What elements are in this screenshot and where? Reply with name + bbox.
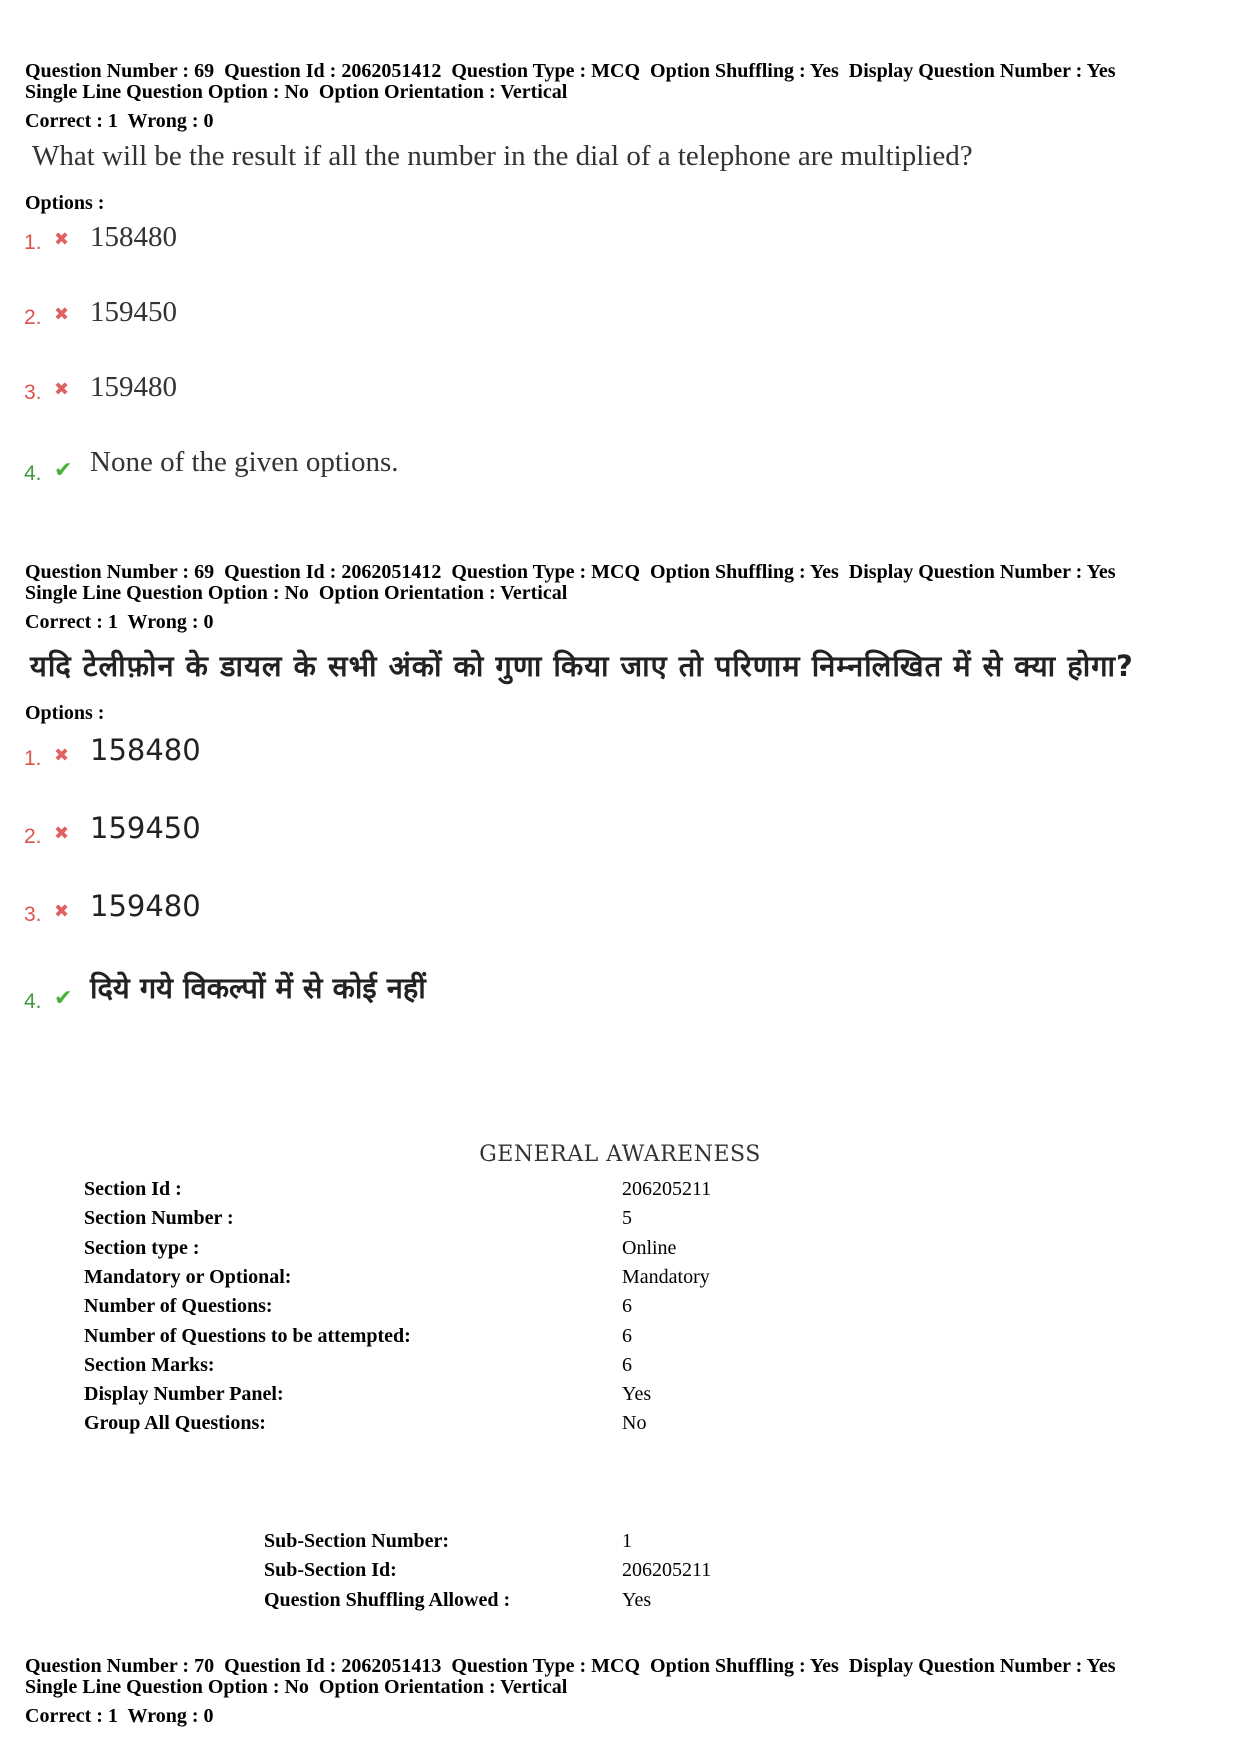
cross-icon: ✖ [54, 229, 70, 250]
option-text: None of the given options. [90, 446, 399, 478]
section-info-label: Display Number Panel: [84, 1383, 284, 1406]
option-text: 158480 [90, 733, 201, 767]
check-icon: ✔ [54, 458, 73, 483]
option-number: 4. [24, 462, 42, 485]
question-text: यदि टेलीफ़ोन के डायल के सभी अंकों को गुणा किया जाए तो परिणाम निम्नलिखित में से क्या होगा? [30, 649, 1134, 683]
section-info-value: 6 [622, 1353, 632, 1376]
option-text: 159480 [90, 889, 201, 923]
options-label: Options : [25, 192, 105, 214]
option-text: दिये गये विकल्पों में से कोई नहीं [90, 971, 426, 1005]
option-number: 2. [24, 825, 42, 848]
subsection-info-label: Sub-Section Id: [264, 1559, 397, 1582]
section-info-value: Mandatory [622, 1265, 710, 1288]
option-text: 159450 [90, 811, 201, 845]
question-marks-line: Correct : 1 Wrong : 0 [25, 1705, 214, 1727]
question-meta-line: Question Number : 69 Question Id : 2062051412 Question Type : MCQ Option Shuffling : Yes Display Question Number : Yes [25, 60, 1116, 82]
section-info-label: Section Marks: [84, 1353, 215, 1376]
option-number: 1. [24, 747, 42, 770]
question-meta-line: Single Line Question Option : No Option Orientation : Vertical [25, 1676, 568, 1698]
cross-icon: ✖ [54, 745, 70, 766]
check-icon: ✔ [54, 986, 73, 1011]
section-info-row [84, 1266, 822, 1294]
subsection-info-row [264, 1589, 822, 1617]
section-info-label: Section Number : [84, 1207, 234, 1230]
section-info-row [84, 1383, 822, 1411]
option-number: 3. [24, 903, 42, 926]
section-info-label: Group All Questions: [84, 1412, 266, 1435]
cross-icon: ✖ [54, 901, 70, 922]
section-info-value: 206205211 [622, 1178, 712, 1200]
section-info-value: 5 [622, 1207, 632, 1230]
subsection-info-value: 206205211 [622, 1559, 712, 1582]
question-marks-line: Correct : 1 Wrong : 0 [25, 611, 214, 633]
cross-icon: ✖ [54, 304, 70, 325]
section-title: GENERAL AWARENESS [479, 1142, 761, 1167]
cross-icon: ✖ [54, 379, 70, 400]
option-number: 3. [24, 381, 42, 404]
question-marks-line: Correct : 1 Wrong : 0 [25, 110, 214, 132]
question-meta-line: Single Line Question Option : No Option Orientation : Vertical [25, 81, 568, 103]
section-info-value: 6 [622, 1295, 632, 1318]
section-info-row [84, 1354, 822, 1382]
subsection-info-value: 1 [622, 1530, 632, 1552]
subsection-info-value: Yes [622, 1588, 652, 1611]
section-info-value: No [622, 1412, 647, 1435]
section-info-label: Section type : [84, 1236, 200, 1259]
question-meta-line: Question Number : 69 Question Id : 2062051412 Question Type : MCQ Option Shuffling : Yes Display Question Number : Yes [25, 561, 1116, 583]
subsection-info-label: Sub-Section Number: [264, 1530, 450, 1552]
section-info-label: Mandatory or Optional: [84, 1265, 292, 1288]
section-info-label: Number of Questions: [84, 1295, 273, 1318]
section-info-label: Number of Questions to be attempted: [84, 1324, 411, 1347]
section-info-label: Section Id : [84, 1178, 182, 1200]
subsection-info-row [264, 1559, 822, 1587]
section-info-row [84, 1412, 822, 1440]
option-number: 1. [24, 231, 42, 254]
subsection-info-label: Question Shuffling Allowed : [264, 1588, 511, 1611]
option-number: 2. [24, 306, 42, 329]
section-info-row [84, 1295, 822, 1323]
section-info-row [84, 1207, 822, 1235]
subsection-info-row [264, 1530, 822, 1558]
section-info-value: 6 [622, 1324, 632, 1347]
section-info-row [84, 1237, 822, 1265]
option-text: 159450 [90, 296, 177, 328]
option-text: 158480 [90, 221, 177, 253]
options-label: Options : [25, 702, 105, 724]
question-meta-line: Single Line Question Option : No Option Orientation : Vertical [25, 582, 568, 604]
option-number: 4. [24, 990, 42, 1013]
question-text: What will be the result if all the number in the dial of a telephone are multiplied? [32, 140, 973, 172]
section-info-row [84, 1178, 822, 1206]
question-meta-line: Question Number : 70 Question Id : 2062051413 Question Type : MCQ Option Shuffling : Yes Display Question Number : Yes [25, 1655, 1116, 1677]
section-info-row [84, 1325, 822, 1353]
cross-icon: ✖ [54, 823, 70, 844]
section-info-value: Online [622, 1236, 677, 1259]
section-info-value: Yes [622, 1383, 652, 1406]
option-text: 159480 [90, 371, 177, 403]
